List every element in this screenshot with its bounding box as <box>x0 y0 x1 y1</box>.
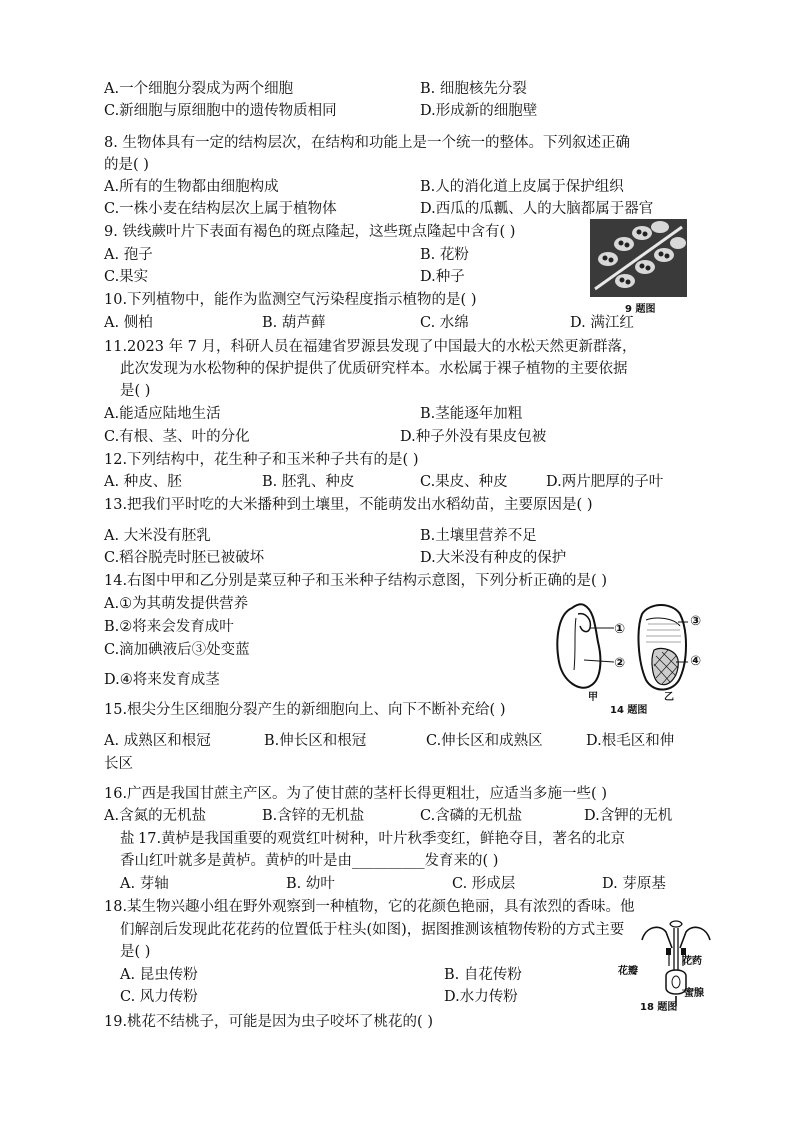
q14-stem: 14.右图中甲和乙分别是菜豆种子和玉米种子结构示意图，下列分析正确的是( ) <box>104 573 607 589</box>
fern-leaf-photo <box>590 219 687 297</box>
seed-label-1: ① <box>614 622 626 637</box>
q10-option-d: D. 满江红 <box>570 315 634 331</box>
q17-option-a: A. 芽轴 <box>120 876 169 892</box>
q12-option-d: D.两片肥厚的子叶 <box>546 474 664 490</box>
q11-option-b: B.茎能逐年加粗 <box>420 406 523 422</box>
q16-option-a: A.含氮的无机盐 <box>104 808 207 824</box>
q13-option-d: D.大米没有种皮的保护 <box>420 550 567 566</box>
q11-stem-cont1: 此次发现为水松物种的保护提供了优质研究样本。水松属于裸子植物的主要依据 <box>120 361 628 377</box>
q19-stem: 19.桃花不结桃子，可能是因为虫子咬坏了桃花的( ) <box>104 1014 433 1030</box>
flower-label-petal: 花瓣 <box>618 966 638 977</box>
q18-stem-cont2: 是( ) <box>120 944 151 960</box>
q9-option-d: D.种子 <box>420 269 465 285</box>
q13-option-c: C.稻谷脱壳时胚已被破坏 <box>104 550 265 566</box>
q8-option-a: A.所有的生物都由细胞构成 <box>104 179 279 195</box>
seed-label-2: ② <box>614 656 626 671</box>
q8-option-c: C.一株小麦在结构层次上属于植物体 <box>104 201 337 217</box>
q8-option-d: D.西瓜的瓜瓤、人的大脑都属于器官 <box>420 201 654 217</box>
seed-label-3: ③ <box>690 614 702 629</box>
q16-option-b: B.含锌的无机盐 <box>262 808 365 824</box>
q12-option-a: A. 种皮、胚 <box>104 474 182 490</box>
q15-option-d-cont: 长区 <box>104 756 133 772</box>
q17-stem: 17.黄栌是我国重要的观赏红叶树种，叶片秋季变红，鲜艳夺目，著名的北京 <box>138 831 626 847</box>
q14-option-c: C.滴加碘液后③处变蓝 <box>104 642 250 658</box>
q9-option-c: C.果实 <box>104 269 149 285</box>
q12-option-b: B. 胚乳、种皮 <box>262 474 355 490</box>
q18-option-d: D.水力传粉 <box>444 989 518 1005</box>
q17-option-b: B. 幼叶 <box>286 876 335 892</box>
q11-option-a: A.能适应陆地生活 <box>104 406 221 422</box>
q16-option-d: D.含钾的无机 <box>584 808 673 824</box>
q9-option-b: B. 花粉 <box>420 247 469 263</box>
q12-option-c: C.果皮、种皮 <box>420 474 508 490</box>
q12-stem: 12.下列结构中，花生种子和玉米种子共有的是( ) <box>104 452 419 468</box>
q14-option-a: A.①为其萌发提供营养 <box>104 596 249 612</box>
q14-figure-caption: 14 题图 <box>610 705 648 716</box>
q11-option-c: C.有根、茎、叶的分化 <box>104 429 250 445</box>
q16-option-d-cont: 盐 <box>120 831 135 847</box>
q10-stem: 10.下列植物中，能作为监测空气污染程度指示植物的是( ) <box>104 292 477 308</box>
q7-option-b: B. 细胞核先分裂 <box>420 81 527 97</box>
q17-stem-cont: 香山红叶就多是黄栌。黄栌的叶是由__________发育来的( ) <box>120 853 499 869</box>
q8-stem-cont: 的是( ) <box>104 157 149 173</box>
q17-option-c: C. 形成层 <box>452 876 516 892</box>
q13-option-a: A. 大米没有胚乳 <box>104 528 211 544</box>
q11-stem-cont2: 是( ) <box>120 383 151 399</box>
q15-option-a: A. 成熟区和根冠 <box>104 733 211 749</box>
q10-option-c: C. 水绵 <box>420 315 469 331</box>
q16-stem: 16.广西是我国甘蔗主产区。为了使甘蔗的茎杆长得更粗壮，应适当多施一些( ) <box>104 786 607 802</box>
q9-option-a: A. 孢子 <box>104 247 153 263</box>
q17-option-d: D. 芽原基 <box>602 876 666 892</box>
q15-option-d: D.根毛区和伸 <box>586 733 675 749</box>
q15-stem: 15.根尖分生区细胞分裂产生的新细胞向上、向下不断补充给( ) <box>104 702 506 718</box>
q18-option-c: C. 风力传粉 <box>120 989 198 1005</box>
seed-label-jia: 甲 <box>588 692 598 703</box>
flower-section-diagram <box>636 918 716 1008</box>
q18-figure-caption: 18 题图 <box>640 1002 678 1013</box>
q11-option-d: D.种子外没有果皮包被 <box>400 429 547 445</box>
q8-stem: 8. 生物体具有一定的结构层次，在结构和功能上是一个统一的整体。下列叙述正确 <box>104 135 630 151</box>
q15-option-c: C.伸长区和成熟区 <box>426 733 543 749</box>
seed-label-yi: 乙 <box>664 692 674 703</box>
q14-option-b: B.②将来会发育成叶 <box>104 619 234 635</box>
q7-option-a: A.一个细胞分裂成为两个细胞 <box>104 81 294 97</box>
seed-structure-diagram <box>550 600 710 705</box>
q18-stem: 18.某生物兴趣小组在野外观察到一种植物，它的花颜色艳丽，具有浓烈的香味。他 <box>104 899 635 915</box>
q9-figure-caption: 9 题图 <box>625 304 656 315</box>
q9-stem: 9. 铁线蕨叶片下表面有褐色的斑点隆起，这些斑点隆起中含有( ) <box>104 224 516 240</box>
q13-stem: 13.把我们平时吃的大米播种到土壤里，不能萌发出水稻幼苗，主要原因是( ) <box>104 497 593 513</box>
flower-label-nectary: 蜜腺 <box>684 988 704 999</box>
seed-label-4: ④ <box>690 654 702 669</box>
q18-option-b: B. 自花传粉 <box>444 967 522 983</box>
q16-option-c: C.含磷的无机盐 <box>420 808 523 824</box>
q7-option-d: D.形成新的细胞壁 <box>420 103 538 119</box>
flower-label-anther: 花药 <box>682 956 702 967</box>
q14-option-d: D.④将来发育成茎 <box>104 672 220 688</box>
q11-stem: 11.2023 年 7 月，科研人员在福建省罗源县发现了中国最大的水松天然更新群落， <box>104 339 637 355</box>
q13-option-b: B.土壤里营养不足 <box>420 528 537 544</box>
q15-option-b: B.伸长区和根冠 <box>264 733 367 749</box>
q7-option-c: C.新细胞与原细胞中的遗传物质相同 <box>104 103 337 119</box>
q10-option-a: A. 侧柏 <box>104 315 153 331</box>
q18-stem-cont1: 们解剖后发现此花花药的位置低于柱头(如图)，据图推测该植物传粉的方式主要 <box>120 922 625 938</box>
q10-option-b: B. 葫芦藓 <box>262 315 326 331</box>
q18-option-a: A. 昆虫传粉 <box>120 967 198 983</box>
q8-option-b: B.人的消化道上皮属于保护组织 <box>420 179 624 195</box>
